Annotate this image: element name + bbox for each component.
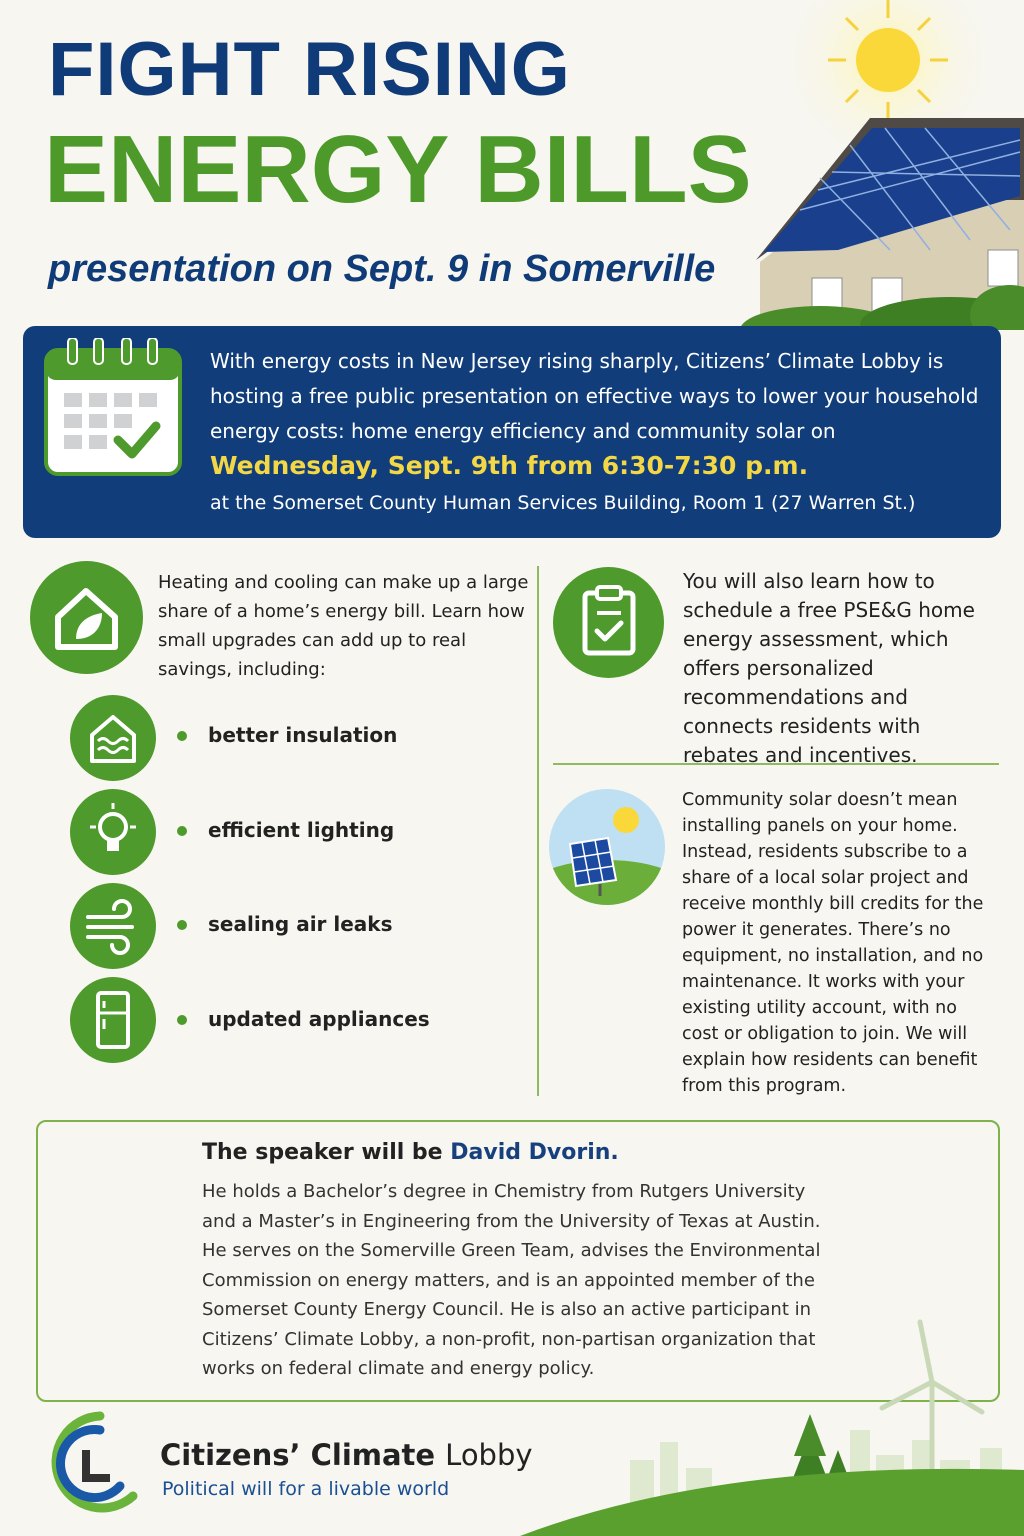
solar-house-illustration [720, 0, 1024, 330]
wind-turbine-skyline-illustration [520, 1310, 1024, 1536]
speaker-intro: The speaker will be [202, 1140, 451, 1165]
home-leaf-icon [30, 561, 143, 674]
solar-text: Community solar doesn’t mean installing panels on your home. Instead, residents subscribe to a share of a local solar project and receive monthly bill credits for the power it generates. There’s no equipment, no installation, and no maintenance. It works with your existing utility account, with no cost or obligation to join. We will explain how residents can benefit from this program. [682, 790, 984, 1096]
org-name-bold: Citizens’ Climate [160, 1438, 446, 1472]
assessment-text: You will also learn how to schedule a free PSE&G home energy assessment, which offers personalized recommendations and connects residents with rebates and incentives. [683, 569, 975, 767]
org-name [160, 1438, 533, 1472]
list-item: sealing air leaks [208, 912, 393, 936]
list-item: efficient lighting [208, 818, 395, 842]
solar-panel-icon [548, 788, 666, 906]
bullet-dot [177, 1015, 187, 1025]
org-tagline: Political will for a livable world [162, 1478, 450, 1500]
speaker-name: David Dvorin. [450, 1140, 619, 1165]
title-line-2: ENERGY BILLS [44, 116, 752, 223]
lightbulb-icon [70, 789, 156, 875]
calendar-icon [44, 338, 182, 478]
wind-icon [70, 883, 156, 969]
bullet-dot [177, 731, 187, 741]
refrigerator-icon [70, 977, 156, 1063]
house-insulation-icon [70, 695, 156, 781]
org-name-light: Lobby [445, 1438, 533, 1472]
column-divider [537, 566, 539, 1096]
speaker-bio: He holds a Bachelor’s degree in Chemistry from Rutgers University and a Master’s in Engineering from the University of Texas at Austin. He serves on the Somerville Green Team, advises the Environmental Commission on energy matters, and is an appointed member of the Somerset County Energy Council. He is also an active participant in Citizens’ Climate Lobby, a non-profit, non-partisan organization that works on federal climate and energy policy. [202, 1181, 821, 1379]
bullet-dot [177, 920, 187, 930]
bullet-dot [177, 826, 187, 836]
list-item: updated appliances [208, 1007, 430, 1031]
speaker-heading [202, 1140, 619, 1165]
intro-text: With energy costs in New Jersey rising sharply, Citizens’ Climate Lobby is hosting a free public presentation on effective ways to lower your household energy costs: home energy efficiency and community solar on [210, 349, 979, 443]
clipboard-check-icon [553, 567, 664, 678]
list-item: better insulation [208, 723, 398, 747]
citizens-climate-lobby-logo [38, 1408, 148, 1518]
event-date: Wednesday, Sept. 9th from 6:30-7:30 p.m. [210, 451, 809, 480]
title-line-1: FIGHT RISING [48, 27, 571, 112]
subtitle: presentation on Sept. 9 in Somerville [48, 248, 716, 290]
efficiency-text: Heating and cooling can make up a large share of a home’s energy bill. Learn how small upgrades can add up to real savings, including: [158, 572, 529, 680]
event-location: at the Somerset County Human Services Building, Room 1 (27 Warren St.) [210, 492, 916, 514]
